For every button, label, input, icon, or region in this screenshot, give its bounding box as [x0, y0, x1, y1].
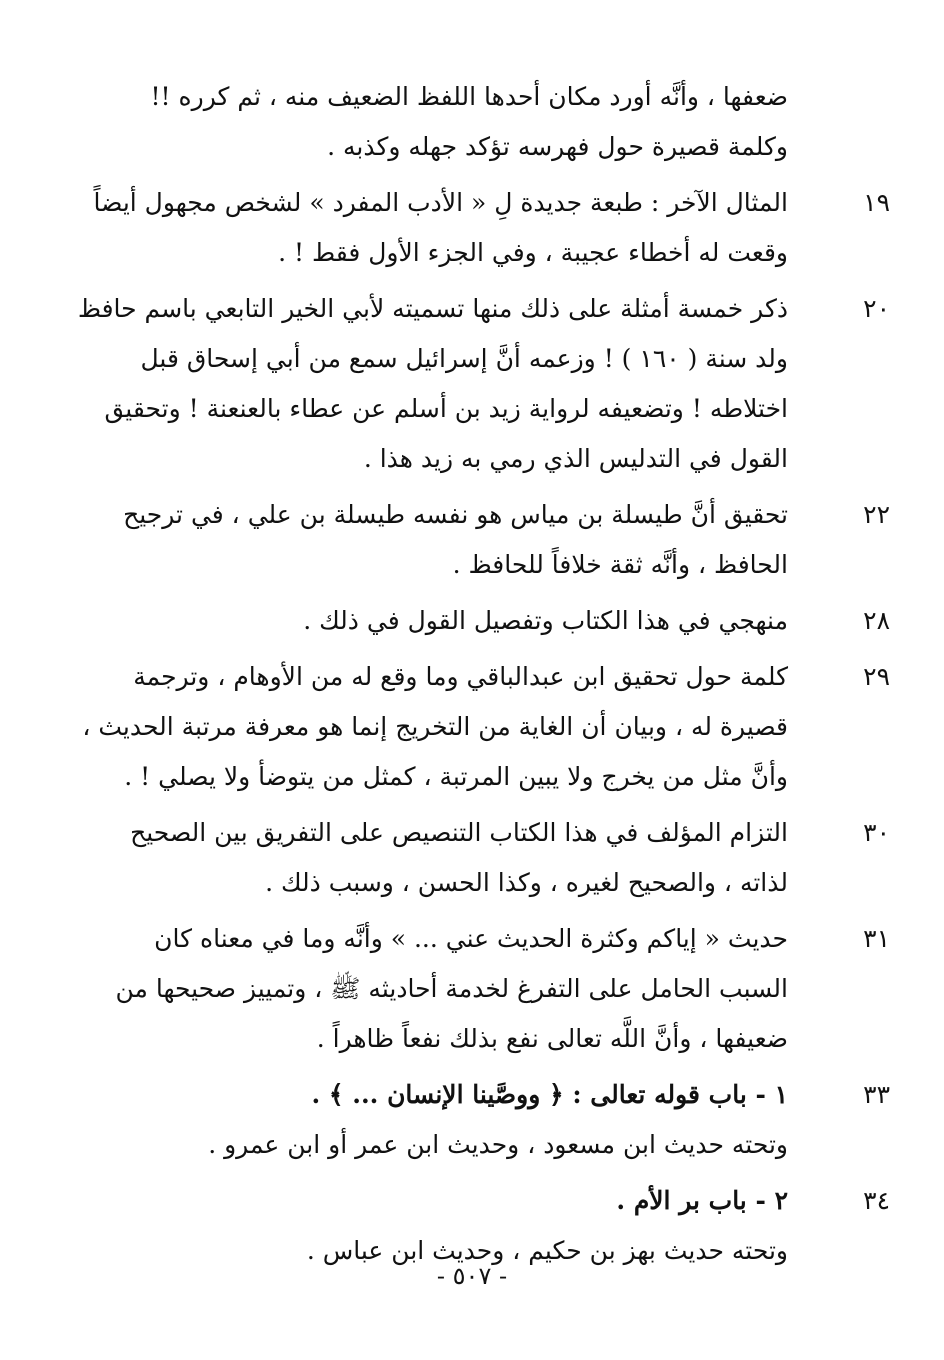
- index-entries: [77, 72, 890, 1282]
- section-heading-line: ١ - باب قوله تعالى : ﴿ ووصَّينا الإنسان ... ﴾ .: [311, 1080, 788, 1109]
- entry-page-ref: ٣٠: [863, 818, 890, 847]
- index-entry: [82, 652, 890, 802]
- entry-line: وتحته حديث بهز بن حكيم ، وحديث ابن عباس .: [306, 1236, 788, 1265]
- index-entry: [100, 490, 890, 590]
- entry-page-ref: ٣٤: [863, 1186, 890, 1215]
- entry-text: [100, 1176, 788, 1276]
- entry-line: ولد سنة ( ١٦٠ ) ! وزعمه أنَّ إسرائيل سمع من أبي إسحاق قبل: [140, 344, 788, 373]
- entry-page-ref: ٣١: [863, 924, 890, 953]
- entry-text: [93, 178, 788, 278]
- entry-page-ref: ٣٣: [863, 1080, 890, 1109]
- entry-line: وأنَّ مثل من يخرج ولا يبين المرتبة ، كمثل من يتوضأ ولا يصلي ! .: [124, 762, 788, 791]
- entry-line: قصيرة له ، وبيان أن الغاية من التخريج إنما هو معرفة مرتبة الحديث ،: [82, 712, 788, 741]
- entry-line: حديث « إياكم وكثرة الحديث عني ... » وأنَّه وما في معناه كان: [154, 924, 788, 953]
- entry-text: [82, 652, 788, 802]
- section-heading-line: ٢ - باب بر الأم .: [616, 1186, 788, 1215]
- index-entry: [100, 808, 890, 908]
- entry-text: [100, 72, 788, 172]
- entry-page-ref: ٢٨: [863, 606, 890, 635]
- entry-page-ref: ١٩: [863, 188, 890, 217]
- index-entry: [100, 72, 890, 172]
- index-entry: [93, 178, 890, 278]
- index-entry: [77, 284, 890, 484]
- entry-line: وتحته حديث ابن مسعود ، وحديث ابن عمر أو ابن عمرو .: [208, 1130, 788, 1159]
- entry-line: لذاته ، والصحيح لغيره ، وكذا الحسن ، وسبب ذلك .: [265, 868, 788, 897]
- entry-line: ذكر خمسة أمثلة على ذلك منها تسميته لأبي الخير التابعي باسم حافظ: [77, 294, 788, 323]
- index-entry: [100, 1176, 890, 1276]
- index-entry: [100, 596, 890, 646]
- entry-text: [100, 808, 788, 908]
- entry-line: التزام المؤلف في هذا الكتاب التنصيص على التفريق بين الصحيح: [130, 818, 788, 847]
- entry-page-ref: ٢٢: [863, 500, 890, 529]
- index-entry: [100, 914, 890, 1064]
- entry-line: وقعت له أخطاء عجيبة ، وفي الجزء الأول فقط ! .: [278, 238, 788, 267]
- entry-line: ضعيفها ، وأنَّ اللَّه تعالى نفع بذلك نفعاً ظاهراً .: [316, 1024, 788, 1053]
- entry-text: [100, 914, 788, 1064]
- entry-line: السبب الحامل على التفرغ لخدمة أحاديثه ﷺ ، وتمييز صحيحها من: [115, 974, 788, 1003]
- entry-line: كلمة حول تحقيق ابن عبدالباقي وما وقع له من الأوهام ، وترجمة: [133, 662, 788, 691]
- entry-page-ref: ٢٠: [863, 294, 890, 323]
- entry-line: المثال الآخر : طبعة جديدة لِ « الأدب المفرد » لشخص مجهول أيضاً: [93, 188, 788, 217]
- entry-line: الحافظ ، وأنَّه ثقة خلافاً للحافظ .: [452, 550, 788, 579]
- entry-page-ref: ٢٩: [863, 662, 890, 691]
- page-number: - ٥٠٧ -: [436, 1262, 508, 1290]
- entry-line: تحقيق أنَّ طيسلة بن مياس هو نفسه طيسلة بن علي ، في ترجيح: [123, 500, 788, 529]
- entry-text: [100, 596, 788, 646]
- index-entry: [100, 1070, 890, 1170]
- entry-line: وكلمة قصيرة حول فهرسه تؤكد جهله وكذبه .: [327, 132, 788, 161]
- entry-line: ضعفها ، وأنَّه أورد مكان أحدها اللفظ الضعيف منه ، ثم كرره !!: [150, 82, 788, 111]
- entry-text: [100, 1070, 788, 1170]
- entry-text: [100, 490, 788, 590]
- entry-text: [77, 284, 788, 484]
- entry-line: القول في التدليس الذي رمي به زيد هذا .: [363, 444, 788, 473]
- entry-line: اختلاطه ! وتضعيفه لرواية زيد بن أسلم عن عطاء بالعنعنة ! وتحقيق: [104, 394, 788, 423]
- entry-line: منهجي في هذا الكتاب وتفصيل القول في ذلك .: [303, 606, 788, 635]
